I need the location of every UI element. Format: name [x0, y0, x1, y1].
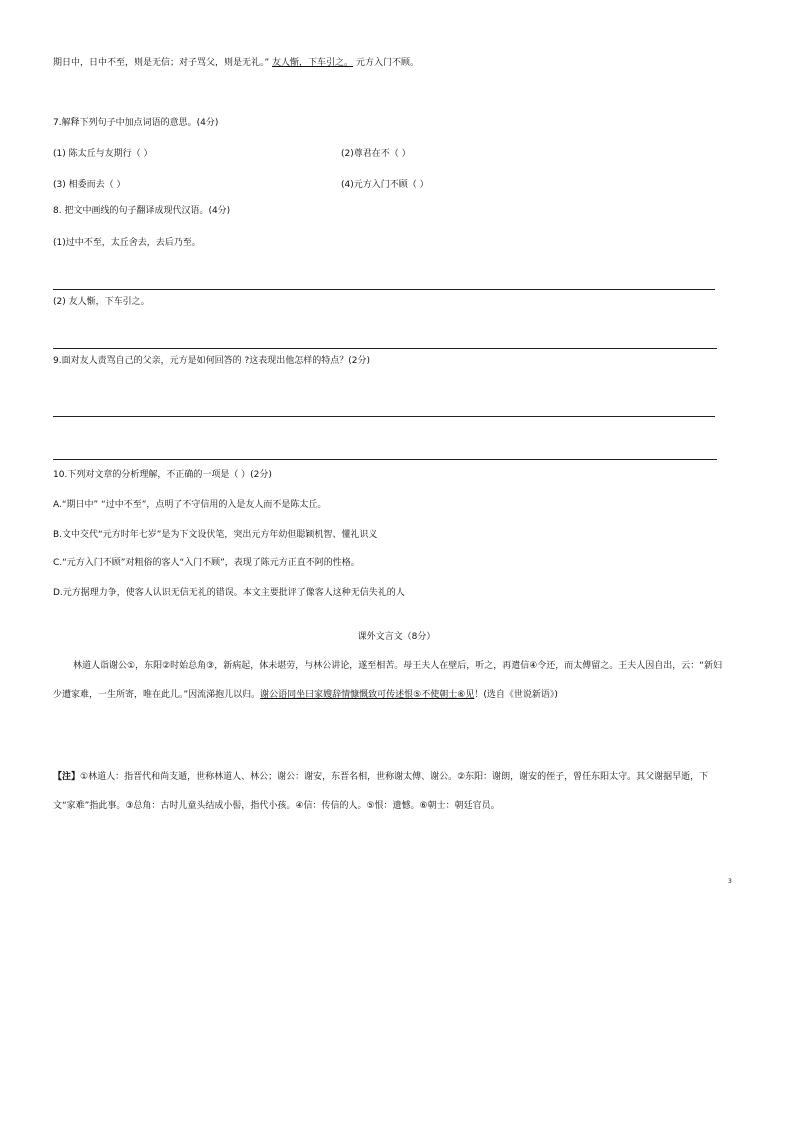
q8-sub-1: (1)过中不至，太丘舍去，去后乃至。 — [53, 238, 201, 248]
q10-option-a: A.“期日中” “过中不至”，点明了不守信用的入是友人而不是陈太丘。 — [53, 500, 327, 510]
answer-line-q8-1 — [53, 289, 715, 290]
q10-option-c: C.“元方入门不顾”对粗俗的客人“入门不顾”，表现了陈元方正直不阿的性格。 — [53, 558, 360, 568]
notes-text: ①林道人：指晋代和尚支遁，世称林道人、林公；谢公：谢安，东晋名相，世称谢太傅、谢公。②东阳：谢朗，谢安的侄子，曾任东阳太守。其父谢据早逝，下文“家难”指此事。③总角：古时儿童头结成小髻，指代小孩。④信：传信的人。⑤恨：遗憾。⑥朝士：朝廷官员。 — [53, 772, 709, 811]
top-line — [53, 57, 419, 69]
top-line-text-a: 期日中，日中不至，则是无信；对子骂父，则是无礼。” — [53, 58, 270, 68]
q7-item-2: (2)尊君在不（ ） — [341, 149, 411, 159]
answer-line-q9-1 — [53, 416, 715, 417]
page-number: 3 — [728, 878, 732, 885]
q10-option-b: B.文中交代“元方时年七岁”是为下文设伏笔，突出元方年幼但聪颖机智、懂礼识义 — [53, 530, 378, 540]
notes-label: 【注】 — [53, 772, 81, 782]
q7-title: 7.解释下列句子中加点词语的意思。(4分) — [53, 118, 219, 128]
q7-item-4: (4)元方入门不顾（ ） — [341, 180, 429, 190]
q9-title: 9.面对友人责骂自己的父亲，元方是如何回答的 ?这表现出他怎样的特点？(2分) — [53, 356, 370, 366]
q10-option-d: D.元方据理力争，使客人认识无信无礼的错误。本文主要批评了像客人这种无信失礼的人 — [53, 588, 405, 598]
answer-line-q8-2 — [53, 348, 717, 349]
top-line-text-b: 元方入门不顾。 — [355, 58, 419, 68]
q7-item-3: (3) 相委而去（ ） — [53, 180, 126, 190]
top-line-underline: 友人惭，下车引之。 — [272, 58, 354, 68]
passage-underlined-sentence: 谢公语同坐曰家嫂辞情慷慨致可传述恨⑤不使朝士⑥见 — [260, 690, 475, 700]
q8-sub-2: (2) 友人惭，下车引之。 — [53, 297, 150, 307]
q8-title: 8. 把文中画线的句子翻译成现代汉语。(4分) — [53, 206, 231, 216]
answer-line-q9-2 — [53, 459, 717, 460]
passage-text: 林道人诣谢公①，东阳②时始总角③，新病起，体未堪劳，与林公讲论，遂至相苦。母王夫人在壁后，听之，再遣信④令还，而太傅留之。王夫人因自出，云：“新妇少遭家难，一生所寄，唯在此儿。”因流涕抱儿以归。 — [53, 661, 722, 700]
q10-title: 10.下列对文章的分析理解，不正确的一项是（ ）(2分) — [53, 470, 272, 480]
classical-passage — [53, 652, 723, 710]
passage-source: ！(选自《世说新语》) — [474, 690, 558, 700]
q7-item-1: (1) 陈太丘与友期行（ ） — [53, 149, 153, 159]
section-heading: 课外文言文（8分） — [357, 632, 436, 642]
notes-block — [53, 763, 723, 821]
